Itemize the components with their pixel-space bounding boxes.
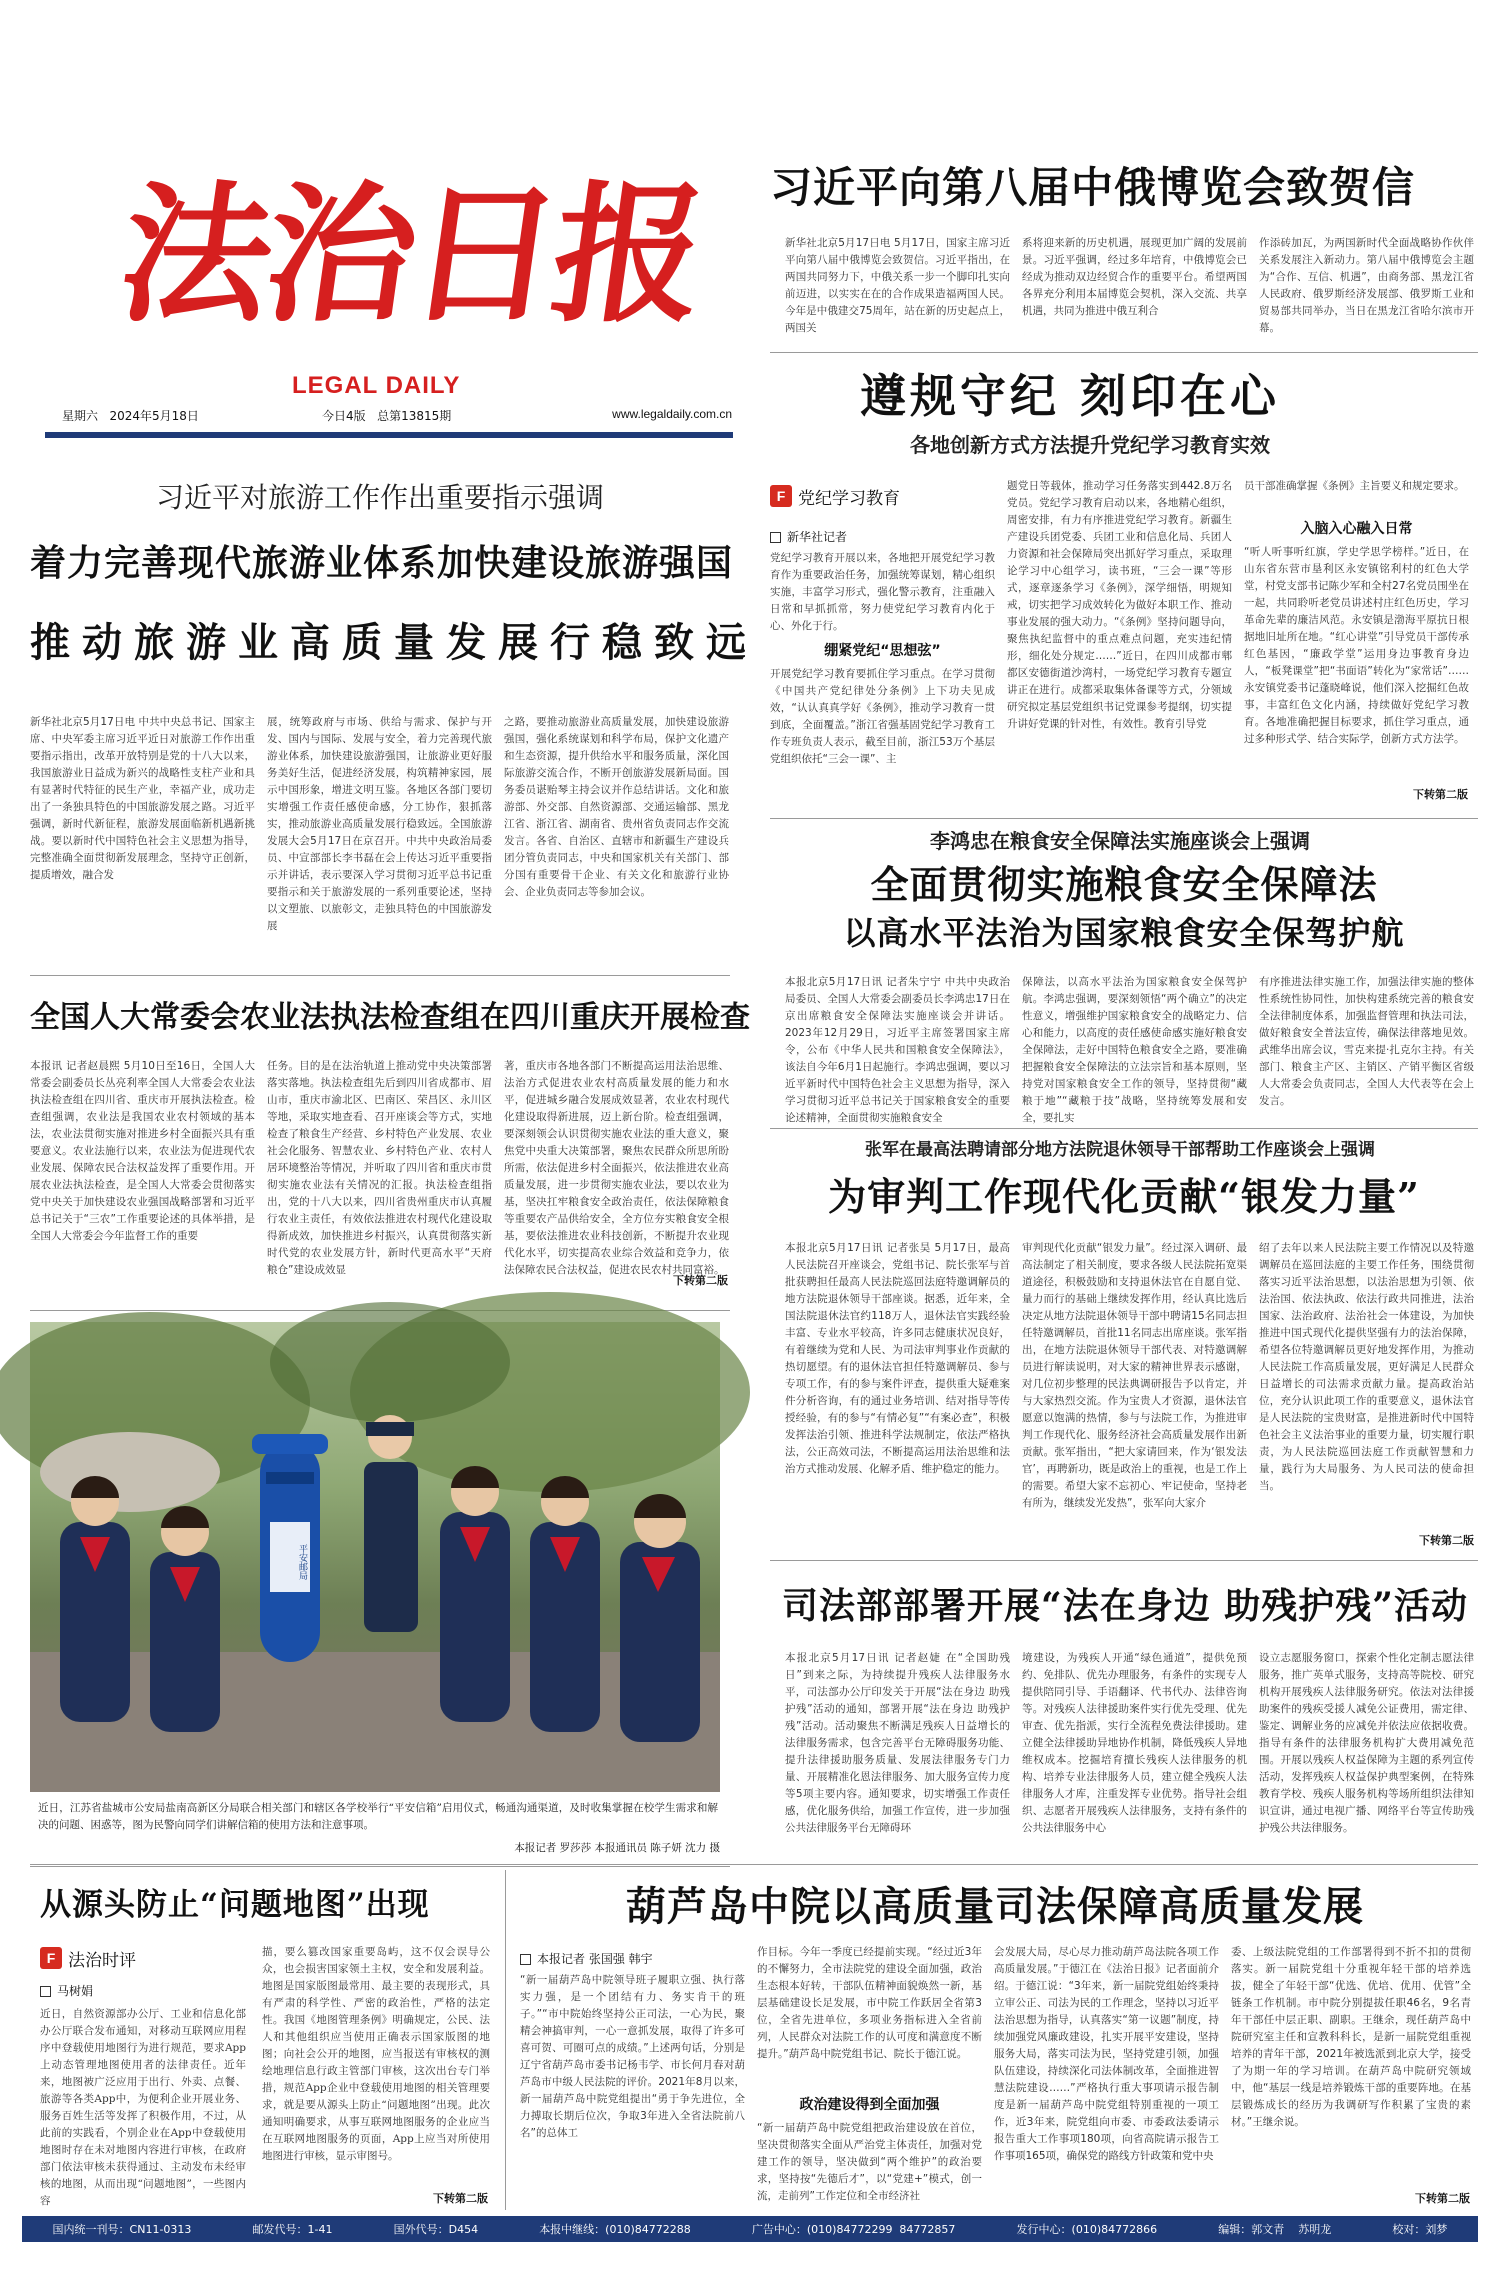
byline-huludao: 本报记者 张国强 韩宇 xyxy=(520,1950,750,1968)
article-tourism-col2: 展，统筹政府与市场、供给与需求、保护与开发、国内与国际、发展与安全，着力完善现代旅游业体系，加快建设旅游强国，让旅游业更好服务美好生活，促进经济发展，构筑精神家园，展示中国形象，增进文明互鉴。各地区各部门要切实增强工作责任感使命感，分工协作，狠抓落实，推动旅游业高质量发展行稳致远。全国旅游发展大会5月17日在京召开。中共中央政治局委员、中宣部部长李书磊在会上传达习近平重要指示并讲话，表示要深入学习贯彻习近平总书记重要指示和关于旅游发展的一系列重要论述，坚持以文塑旅、以旅彰文，走独具特色的中国旅游发展 xyxy=(267,716,492,932)
article-judicial-col2: 审判现代化贡献“银发力量”。经过深入调研、最高法制定了相关制度，要求各级人民法院拓宽渠道途径，积极鼓励和支持退休法官在自愿自觉、量力而行的基础上继续发挥作用，经认真比选后决定从地方法院退休领导干部中聘请15名同志担任特邀调解员，首批11名同志出席座谈。张军指出，在地方法院退休领导干部代表、对特邀调解员进行解读说明，对大家的精神世界表示感谢，对几位初步整理的民法典调研报告予以肯定，并与大家热烈交流。作为宝贵人才资源，退休法官愿意以饱满的热情，参与与法院工作，为推进审判工作现代化、服务经济社会高质量发展作出新贡献。张军指出，“把大家请回来，作为‘银发法官’，再聘新功，既是政治上的重视，也是工作上的需要。希望大家不忘初心、牢记使命，坚持老有所为，继续发光发热”，张军向大家介 xyxy=(1022,1242,1247,1509)
masthead-title: 法治日报 xyxy=(109,167,711,343)
square-icon xyxy=(520,1954,531,1965)
article-agri-col1: 本报讯 记者赵晨熙 5月10日至16日，全国人大常委会副委员长丛亮利率全国人大常委会农业法执法检查组在四川省、重庆市开展执法检查。检查组强调，农业法是我国农业农村领域的基本法，农业法贯彻实施对推进乡村全面振兴具有重要意义。农业法施行以来，农业法为促进现代农业发展、保障农民合法权益发挥了重要作用。开展农业法执法检查，是全国人大常委会贯彻落实党中央关于加快建设农业强国战略部署和习近平总书记关于“三农”工作重要论述的具体举措，是全国人大常委会今年监督工作的重要 xyxy=(30,1060,255,1242)
divider xyxy=(770,818,1478,819)
kicker-tourism: 习近平对旅游工作作出重要指示强调 xyxy=(155,481,604,514)
article-discipline-col3a: 员干部准确掌握《条例》主旨要义和规定要求。 xyxy=(1244,480,1465,492)
footer-postal-code: 邮发代号：1-41 xyxy=(252,2223,333,2236)
article-huludao-col3: 会发展大局，尽心尽力推动葫芦岛法院各项工作高质量发展。”于德江在《法治日报》记者面前介绍。于德江说：“3年来，新一届院党组始终秉持立审公正、司法为民的工作理念，坚持以习近平法治思想为指导，认真落实“第一议题”制度，持续加强党风廉政建设，扎实开展平安建设，坚持服务大局，落实司法为民，坚持党建引领，加强队伍建设，持续深化司法体制改革，全面推进智慧法院建设……”严格执行重大事项请示报告制度是新一届葫芦岛中院党组特别重视的一项工作，近3年来，院党组向市委、市委政法委请示报告重大工作事项180项，向省高院请示报告工作事项165项，确保党的路线方针政策和党中央 xyxy=(994,1946,1219,2162)
column-label-text: 法治时评 xyxy=(68,1950,136,1971)
byline-map: 马树娟 xyxy=(40,1982,240,2000)
article-map-col1: 近日，自然资源部办公厅、工业和信息化部办公厅联合发布通知，对移动互联网应用程序中登载使用地图行为进行规范，要求App上动态管理地图使用者的法律责任。近年来，地图被广泛应用于出行、外卖、点餐、旅游等各类App中，为便利企业开展业务、服务百姓生活等发挥了积极作用，不过，从此前的实践看，个别企业在App中登载使用地图时存在未对地图内容进行审核，在政府部门依法审核未获得通过、主动发布未经审核的地图，从而出现“问题地图”，一些图内容 xyxy=(40,2008,246,2207)
subheadline-discipline: 各地创新方式方法提升党纪学习教育实效 xyxy=(910,433,1270,457)
article-judicial-col3: 绍了去年以来人民法院主要工作情况以及特邀调解员在巡回法庭的主要工作任务，围绕贯彻落实习近平法治思想，以法治思想为引领、依法治国、依法执政、依法行政共同推进，法治国家、法治政府、法治社会一体建设，为加快推进中国式现代化提供坚强有力的法治保障，希望各位特邀调解员更好地发挥作用，为推动人民法院工作高质量发展，更好满足人民群众日益增长的司法需求贡献力量。提高政治站位，充分认识此项工作的重要意义，退休法官是人民法院的宝贵财富，是推进新时代中国特色社会主义法治事业的重要力量，切实履行职责，为人民法院巡回法庭工作贡献智慧和力量，践行为大局服务、为人民司法的使命担当。 xyxy=(1259,1242,1474,1492)
continued-note: 下转第二版 xyxy=(1413,788,1468,801)
headline-map: 从源头防止“问题地图”出现 xyxy=(40,1887,430,1923)
continued-note: 下转第二版 xyxy=(673,1274,728,1287)
headline-huludao: 葫芦岛中院以高质量司法保障高质量发展 xyxy=(626,1883,1364,1930)
article-map-col2: 描，要么篡改国家重要岛屿，这不仅会误导公众，也会损害国家领土主权，安全和发展利益。地图是国家版图最常用、最主要的表现形式，具有严肃的科学性、严密的政治性，严格的法定性。我国《地图管理条例》明确规定，公民、法人和其他组织应当使用正确表示国家版图的地图；向社会公开的地图，应当报送有审核权的测绘地理信息行政主管部门审核，这次出台专门举措，规范App企业中登载使用地图的相关管理要求，就是要从源头上防止“问题地图”出现。此次通知明确要求，从事互联网地图服务的企业应当在互联网地图服务的页面，App上应当对所使用地图进行审核，显示审图号。 xyxy=(262,1946,490,2162)
article-expo-col3: 作添砖加瓦，为两国新时代全面战略协作伙伴关系发展注入新动力。第八届中俄博览会主题为“合作、互信、机遇”，由商务部、黑龙江省人民政府、俄罗斯经济发展部、俄罗斯工业和贸易部共同举办，当日在黑龙江省哈尔滨市开幕。 xyxy=(1259,237,1474,334)
article-huludao-col1: “新一届葫芦岛中院领导班子履职立强、执行落实力强，是一个团结有力、务实肯干的班子。”“市中院始终坚持公正司法，一心为民，聚精会神搞审判，一心一意抓发展，取得了许多可喜可贺、可圈可点的成绩。”上述两句话，分别是辽宁省葫芦岛市委书记杨韦学、市长何月春对葫芦岛市中级人民法院的评价。2021年8月以来，新一届葫芦岛中院党组提出“勇于争先进位，全力搏取长期后位次，争取3年进入全省法院前八名”的总体工 xyxy=(520,1974,745,2139)
headline-grain-2: 以高水平法治为国家粮食安全保驾护航 xyxy=(843,914,1405,952)
article-disability-col3: 设立志愿服务窗口，探索个性化定制志愿法律服务，推广英单式服务，支持高等院校、研究机构开展残疾人法律服务研究。依法对法律援助案件的残疾受援人减免公证费用，需定律、鉴定、调解业务的应减免并依法应依据收费。指导有条件的法律服务机构扩大费用减免范围。开展以残疾人权益保障为主题的系列宣传活动，发挥残疾人权益保护典型案例，在特殊教育学校、残疾人服务机构等场所组织法律知识宣讲，通过电视广播、网络平台等宣传助残护残公共法律服务。 xyxy=(1259,1652,1474,1834)
article-disability-col2: 境建设，为残疾人开通“绿色通道”，提供免预约、免排队、优先办理服务，有条件的实现专人提供陪同引导、手语翻译、代书代办、法律咨询等。对残疾人法律援助案件实行优先受理、优先审查、优先指派，实行全流程免费法律援助。建立健全法律援助异地协作机制，降低残疾人异地维权成本。挖掘培育擅长残疾人法律服务的机构、培养专业法律服务人员，建立健全残疾人法律服务人才库，注重发挥专业优势。指导社会组织、志愿者开展残疾人法律服务，支持有条件的公共法律服务中心 xyxy=(1022,1652,1247,1834)
photo-scene xyxy=(30,1322,720,1792)
divider xyxy=(30,1864,1478,1865)
footer-distribution: 发行中心：(010)84772866 xyxy=(1016,2223,1158,2236)
article-huludao-col4: 委、上级法院党组的工作部署得到不折不扣的贯彻落实。新一届院党组十分重视年轻干部的培养选拔，健全了年轻干部“优选、优培、优用、优管”全链条工作机制。市中院分别提拔任职46名，9名青年干部任中层正职、副职。王继余，现任葫芦岛中院研究室主任和宣教科科长，是新一届院党组重视培养的青年干部，2021年被选派到北京大学，接受了为期一年的学习培训。在葫芦岛中院研究领域中，他“基层一线是培养锻炼干部的重要阵地。在基层锻炼成长的经历为我调研写作积累了宝贵的素材。”王继余说。 xyxy=(1231,1946,1471,2128)
divider xyxy=(770,1560,1478,1561)
column-logo-icon: F xyxy=(40,1947,62,1969)
headline-tourism-1: 着力完善现代旅游业体系加快建设旅游强国 xyxy=(30,542,734,584)
divider xyxy=(30,1866,730,1867)
subhead-discipline-2: 入脑入心融入日常 xyxy=(1300,521,1413,537)
issue-date: 星期六 2024年5月18日 xyxy=(62,409,199,423)
divider xyxy=(770,1128,1478,1129)
footer-proofreader: 校对：刘梦 xyxy=(1392,2223,1448,2236)
photo-caption: 近日，江苏省盐城市公安局盐南高新区分局联合相关部门和辖区各学校举行“平安信箱”启用仪式，畅通沟通渠道，及时收集掌握在校学生需求和解决的问题、困惑等，图为民警向同学们讲解信箱的使用方法和注意事项。 xyxy=(38,1802,718,1831)
divider xyxy=(30,975,730,976)
article-discipline-col1a: 党纪学习教育开展以来，各地把开展党纪学习教育作为重要政治任务，加强统筹谋划，精心组织实施，丰富学习形式，强化警示教育，注重融入日常和早抓抓常，努力使党纪学习教育内化于心、外化于行。 xyxy=(770,552,995,632)
news-photo xyxy=(30,1322,720,1792)
article-disability-col1: 本报北京5月17日讯 记者赵婕 在“全国助残日”到来之际，为持续提升残疾人法律服务水平，司法部办公厅印发关于开展“法在身边 助残护残”活动的通知，部署开展“法在身边 助残护残”活动。活动聚焦不断满足残疾人日益增长的法律服务需求，包含完善平台无障碍服务功能、提升法律援助服务质量、发展法律服务专门力量、开展精准化恩法律服务、加大服务宣传力度等5项主要内容。通知要求，切实增强工作责任感，优化服务供给，加强工作宣传，进一步加强公共法律服务平台无障碍环 xyxy=(785,1652,1010,1834)
column-label-text: 党纪学习教育 xyxy=(798,488,900,509)
footer-bar xyxy=(22,2216,1478,2242)
byline-discipline: 新华社记者 xyxy=(770,528,970,546)
mailbox-sign: 平安邮局 xyxy=(297,1544,307,1580)
headline-tourism-2: 推动旅游业高质量发展行稳致远 xyxy=(30,619,758,666)
footer-ads: 广告中心：(010)84772299 84772857 xyxy=(751,2223,956,2236)
article-huludao-col2b: “新一届葫芦岛中院党组把政治建设放在首位，坚决贯彻落实全面从严治党主体责任，加强对党建工作的领导，坚决做到“两个维护”的政治要求，坚持按“先德后才”，以“党建+”模式，创一流，走前列”工作定位和全市经济社 xyxy=(757,2122,982,2202)
headline-discipline: 遵规守纪 刻印在心 xyxy=(860,369,1281,423)
headline-expo: 习近平向第八届中俄博览会致贺信 xyxy=(770,163,1416,212)
headline-disability: 司法部部署开展“法在身边 助残护残”活动 xyxy=(782,1585,1468,1627)
column-label-discipline xyxy=(770,482,970,510)
kicker-judicial: 张军在最高法聘请部分地方法院退休领导干部帮助工作座谈会上强调 xyxy=(865,1140,1375,1160)
article-discipline-col3b: “听人听事听红旗，学史学思学榜样。”近日，在山东省东营市垦利区永安镇铭利村的红色大学堂，村党支部书记陈少军和全村27名党员围坐在一起，共同聆听老党员讲述村庄红色历史，学习革命先辈的廉洁风范。永安镇是渤海平原抗日根据地旧址所在地。“红心讲堂”引导党员干部传承红色基因，“廉政学堂”运用身边事教育身边人，“板凳课堂”把“书面语”转化为“家常话”……永安镇党委书记蓬晓峰说，他们深入挖掘红色故事，丰富红色文化内涵，持续做好党纪学习教育。各地准确把握目标要求，抓住学习重点，通过多种形式学、结合实际学，创新方式方法学。 xyxy=(1244,546,1469,745)
issue-pages: 今日4版 总第13815期 xyxy=(322,409,452,423)
article-agri-col3: 著，重庆市各地各部门不断提高运用法治思维、法治方式促进农业农村高质量发展的能力和水平，促进城乡融合发展成效显著，农业农村现代化建设取得新进展，迈上新台阶。检查组强调，要深刻领会认识贯彻实施农业法的重大意义，聚焦党中央重大决策部署，聚焦农民群众所思所盼所需，依法促进乡村全面振兴，依法推进农业高质量发展，进一步贯彻实施农业法，要以农业为基，坚决扛牢粮食安全政治责任，依法保障粮食等重要农产品供给安全，全方位夯实粮食安全根基，要依法推进农业科技创新，不断提升农业现代化水平，切实提高农业综合效益和竞争力，依法保障农民合法权益，促进农民农村共同富裕。 xyxy=(504,1060,729,1276)
square-icon xyxy=(770,532,781,543)
article-grain-col2: 保障法，以高水平法治为国家粮食安全保驾护航。李鸿忠强调，要深刻领悟“两个确立”的决定性意义，增强维护国家粮食安全的战略定力、信心和能力，以高度的责任感使命感实施好粮食安全保障法，走好中国特色粮食安全之路，要准确把握粮食安全保障法的立法宗旨和基本原则，坚持党对国家粮食安全工作的领导，坚持贯彻“藏粮于地”“藏粮于技”战略，坚持统筹发展和安全，要扎实 xyxy=(1022,976,1247,1124)
article-judicial-col1: 本报北京5月17日讯 记者张昊 5月17日，最高人民法院召开座谈会，党组书记、院长张军与首批获聘担任最高人民法院巡回法庭特邀调解员的地方法院退休领导干部座谈。据悉，近年来，全国法院退休法官约118万人，退休法官实践经验丰富、专业水平较高，许多同志健康状况良好，有着继续为党和人民、为司法审判事业作贡献的热切愿望。有的退休法官担任特邀调解员、参与专项工作，有的参与案件评查，提供重大疑难案件分析咨询，有的通过业务培训、结对指导等传授经验，有的参与“有情必复”“有案必查”，积极发挥法治引领、推进科学法规制定，依法严格执法，公正高效司法，不断提高运用法治思维和法治方式推动发展、化解矛盾、维护稳定的能力。 xyxy=(785,1242,1010,1475)
article-discipline-col2: 题党日等载体，推动学习任务落实到442.8万名党员。党纪学习教育启动以来，各地精心组织，周密安排，有力有序推进党纪学习教育。新疆生产建设兵团党委、兵团工业和信息化局、兵团人力资源和社会保障局突出抓好学习重点，采取理论学习中心组学习，读书班，“三会一课”等形式，逐章逐条学习《条例》，深学细悟，明规知戒，切实把学习成效转化为做好本职工作、推动事业发展的强大动力。“《条例》坚持问题导向，聚焦执纪监督中的重点难点问题，充实违纪情形，细化处分规定……”近日，在四川成都市郫都区安德街道沙湾村，一场党纪学习教育专题宣讲正在进行。成都采取集体备课等方式，分领域研究拟定基层党组织书记党课参考提纲，切实提升讲好党课的针对性，有效性。教育引导党 xyxy=(1007,480,1232,730)
article-grain-col1: 本报北京5月17日讯 记者朱宁宁 中共中央政治局委员、全国人大常委会副委员长李鸿忠17日在京出席粮食安全保障法实施座谈会并讲话。2023年12月29日，习近平主席签署国家主席令，公布《中华人民共和国粮食安全保障法》，该法自今年6月1日起施行。李鸿忠强调，要以习近平新时代中国特色社会主义思想为指导，深入学习贯彻习近平总书记关于国家粮食安全的重要论述精神，全面贯彻实施粮食安全 xyxy=(785,976,1010,1124)
footer-cn-number: 国内统一刊号：CN11-0313 xyxy=(52,2223,192,2236)
masthead-english: LEGAL DAILY xyxy=(292,372,461,399)
kicker-grain: 李鸿忠在粮食安全保障法实施座谈会上强调 xyxy=(930,829,1310,853)
article-agri-col2: 任务。目的是在法治轨道上推动党中央决策部署落实落地。执法检查组先后到四川省成都市、眉山市，重庆市渝北区、巴南区、荣昌区、永川区等地，采取实地查看、召开座谈会等方式，实地检查了粮食生产经营、乡村特色产业发展、农业社会化服务、智慧农业、乡村特色产业、农村人居环境整治等情况，并听取了四川省和重庆市贯彻实施农业法有关情况的汇报。执法检查组指出，党的十八大以来，四川省贵州重庆市认真履行农业主责任，有效依法推进农村现代化建设取得新成效，加快推进乡村振兴，认真贯彻落实新时代党的农业发展方针，新时代更高水平“天府粮仓”建设成效显 xyxy=(267,1060,492,1276)
subhead-huludao: 政治建设得到全面加强 xyxy=(799,2097,940,2113)
headline-agri: 全国人大常委会农业法执法检查组在四川重庆开展检查 xyxy=(30,1000,750,1035)
continued-note: 下转第二版 xyxy=(1415,2192,1470,2205)
footer-intl-code: 国外代号：D454 xyxy=(393,2223,479,2236)
continued-note: 下转第二版 xyxy=(433,2192,488,2205)
continued-note: 下转第二版 xyxy=(1419,1534,1474,1547)
article-expo-col1: 新华社北京5月17日电 5月17日，国家主席习近平向第八届中俄博览会致贺信。习近平指出，在两国共同努力下，中俄关系一步一个脚印扎实向前迈进，以实实在在的合作成果造福两国人民。今年是中俄建交75周年，站在新的历史起点上，两国关 xyxy=(785,237,1010,334)
headline-grain-1: 全面贯彻实施粮食安全保障法 xyxy=(870,862,1378,907)
article-tourism-col1: 新华社北京5月17日电 中共中央总书记、国家主席、中央军委主席习近平近日对旅游工作作出重要指示指出，改革开放特别是党的十八大以来，我国旅游业日益成为新兴的战略性支柱产业和具有显著时代特征的民生产业，幸福产业，成功走出了一条独具特色的中国旅游发展之路。习近平强调，新时代新征程，旅游发展面临新机遇新挑战。要以新时代中国特色社会主义思想为指导，完整准确全面贯彻新发展理念，坚持守正创新，提质增效，融合发 xyxy=(30,716,255,881)
headline-judicial: 为审判工作现代化贡献“银发力量” xyxy=(828,1174,1420,1219)
column-label-map xyxy=(40,1944,240,1972)
article-grain-col3: 有序推进法律实施工作，加强法律实施的整体性系统性协同性，加快构建系统完善的粮食安全法律制度体系，加强监督管理和执法司法，做好粮食安全普法宣传，确保法律落地见效。武维华出席会议，雪克来提·扎克尔主持。有关部门、粮食主产区、主销区、产销平衡区省级人大常委会负责同志，全国人大代表等在会上发言。 xyxy=(1259,976,1474,1107)
footer-hotline: 本报中继线：(010)84772288 xyxy=(539,2223,691,2236)
column-logo-icon: F xyxy=(770,485,792,507)
masthead xyxy=(22,150,734,480)
divider xyxy=(770,352,1478,353)
subhead-discipline-1: 绷紧党纪“思想弦” xyxy=(824,643,941,659)
square-icon xyxy=(40,1986,51,1997)
article-huludao-col2a: 作目标。今年一季度已经提前实现。“经过近3年的不懈努力，全市法院党的建设全面加强，政治生态根本好转，干部队伍精神面貌焕然一新，基层基础建设长足发展，市中院工作跃居全省第3位，全省先进单位，多项业务指标进入全省前列，人民群众对法院工作的认可度和满意度不断提升。”葫芦岛中院党组书记、院长于德江说。 xyxy=(757,1946,982,2060)
photo-credit: 本报记者 罗莎莎 本报通讯员 陈子妍 沈力 摄 xyxy=(514,1842,720,1854)
masthead-bar xyxy=(45,432,733,438)
article-discipline-col1b: 开展党纪学习教育要抓住学习重点。在学习贯彻《中国共产党纪律处分条例》上下功夫见成效，“认认真真学好《条例》，推动学习教育一贯到底，全面覆盖。”浙江省强基固党纪学习教育工作专班负责人表示，截至目前，浙江53万个基层党组织依托“三会一课”、主 xyxy=(770,668,995,765)
article-tourism-col3: 之路，要推动旅游业高质量发展，加快建设旅游强国，强化系统谋划和科学布局，保护文化遗产和生态资源，提升供给水平和服务质量，深化国际旅游交流合作，不断开创旅游发展新局面。国务委员谌贻琴主持会议并作总结讲话。文化和旅游部、外交部、自然资源部、交通运输部、黑龙江省、浙江省、湖南省、贵州省负责同志作交流发言。各省、自治区、直辖市和新疆生产建设兵团分管负责同志，中央和国家机关有关部门、部分国有重要骨干企业、有关文化和旅游行业协会、企业负责同志等参加会议。 xyxy=(504,716,729,898)
website-link[interactable]: www.legaldaily.com.cn xyxy=(612,407,732,421)
article-expo-col2: 系将迎来新的历史机遇，展现更加广阔的发展前景。习近平强调，经过多年培育，中俄博览会已经成为推动双边经贸合作的重要平台。希望两国各界充分利用本届博览会契机，深入交流、共享机遇，共同为推进中俄互利合 xyxy=(1022,237,1247,317)
footer-editor: 编辑：郭文青 苏明龙 xyxy=(1218,2223,1332,2236)
divider xyxy=(505,1870,506,2210)
